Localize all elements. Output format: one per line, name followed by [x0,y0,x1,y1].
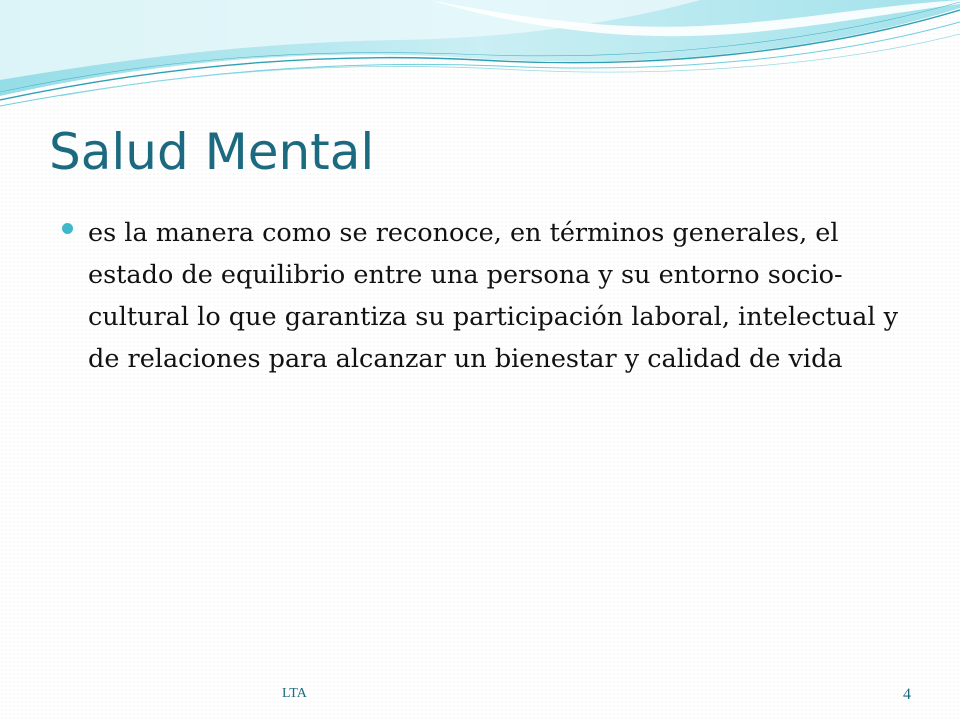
footer-label: LTA [282,686,307,701]
wave-header-decoration [0,0,960,120]
slide-title: Salud Mental [49,123,375,181]
bullet-dot-icon [62,223,73,234]
page-number: 4 [903,686,911,703]
bullet-text: es la manera como se reconoce, en términos generales, el estado de equilibrio entre una persona y su entorno socio-cultural lo que garantiza su participación laboral, intelectual y de relaciones para alcanzar un bienestar y calidad de vida [88,218,899,374]
bullet-item [62,212,912,380]
bullet-list [62,212,912,380]
